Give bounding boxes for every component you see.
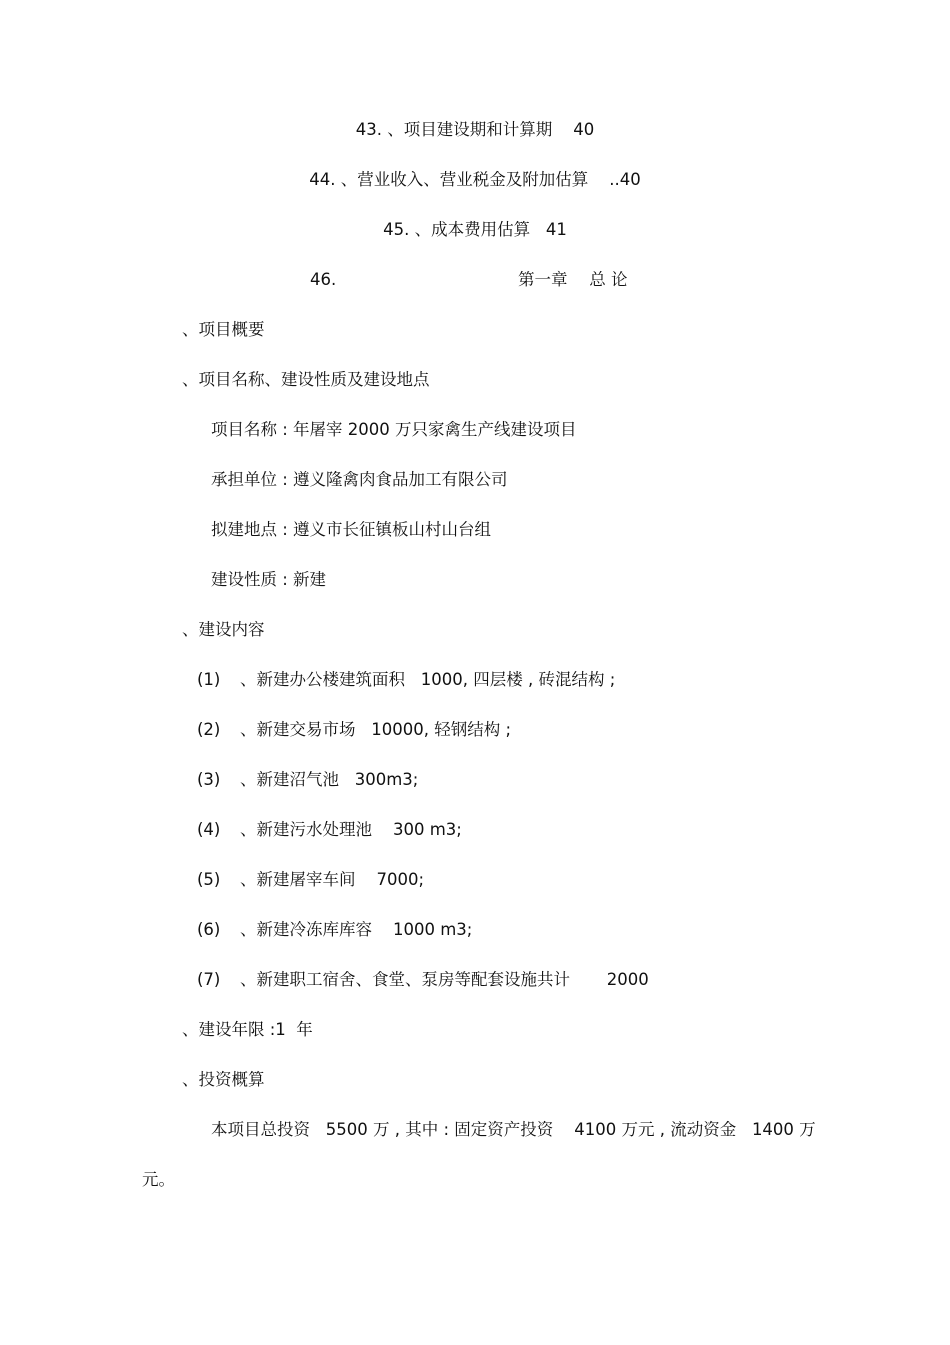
investment-paragraph-line-1: 本项目总投资 5500 万 , 其中 : 固定资产投资 4100 万元 , 流动资金 1400 万 [211,1120,816,1139]
list-item-number: (3) [197,770,221,789]
toc-entry-44 [0,168,950,192]
list-item-number: (5) [197,870,221,889]
investment-paragraph-line-2: 元。 [142,1170,175,1189]
toc-number: 44. [309,170,336,189]
list-item: 、新建交易市场 10000, 轻钢结构 ; [240,720,512,739]
list-item: 、新建办公楼建筑面积 1000, 四层楼 , 砖混结构 ; [240,670,616,689]
section-heading-construction-content: 、建设内容 [182,620,265,639]
toc-page: ..40 [609,170,641,189]
undertaking-unit-line: 承担单位 : 遵义隆禽肉食品加工有限公司 [211,470,508,489]
section-heading-investment-overview: 、投资概算 [182,1070,265,1089]
toc-title: 、营业收入、营业税金及附加估算 [340,170,589,189]
list-item-number: (7) [197,970,221,989]
toc-page: 40 [573,120,595,139]
toc-number: 45. [383,220,410,239]
list-item-number: (1) [197,670,221,689]
project-name-line: 项目名称 : 年屠宰 2000 万只家禽生产线建设项目 [211,420,577,439]
section-heading-name-nature-location: 、项目名称、建设性质及建设地点 [182,370,430,389]
list-item: 、新建污水处理池 300 m3; [240,820,462,839]
chapter-heading: 第一章 总 论 [518,270,628,289]
toc-entry-43 [0,118,950,142]
toc-page: 41 [545,220,567,239]
section-heading-overview: 、项目概要 [182,320,265,339]
list-item-number: (4) [197,820,221,839]
list-item: 、新建冷冻库库容 1000 m3; [240,920,473,939]
toc-entry-46-number: 46. [310,270,337,289]
toc-title: 、成本费用估算 [414,220,531,239]
list-item-number: (2) [197,720,221,739]
list-item: 、新建屠宰车间 7000; [240,870,425,889]
section-heading-construction-period: 、建设年限 :1 年 [182,1020,313,1039]
toc-entry-45 [0,218,950,242]
proposed-site-line: 拟建地点 : 遵义市长征镇板山村山台组 [211,520,492,539]
toc-number: 43. [355,120,382,139]
list-item: 、新建沼气池 300m3; [240,770,419,789]
list-item-number: (6) [197,920,221,939]
construction-nature-line: 建设性质 : 新建 [211,570,327,589]
toc-title: 、项目建设期和计算期 [387,120,553,139]
list-item: 、新建职工宿舍、食堂、泵房等配套设施共计 2000 [240,970,649,989]
